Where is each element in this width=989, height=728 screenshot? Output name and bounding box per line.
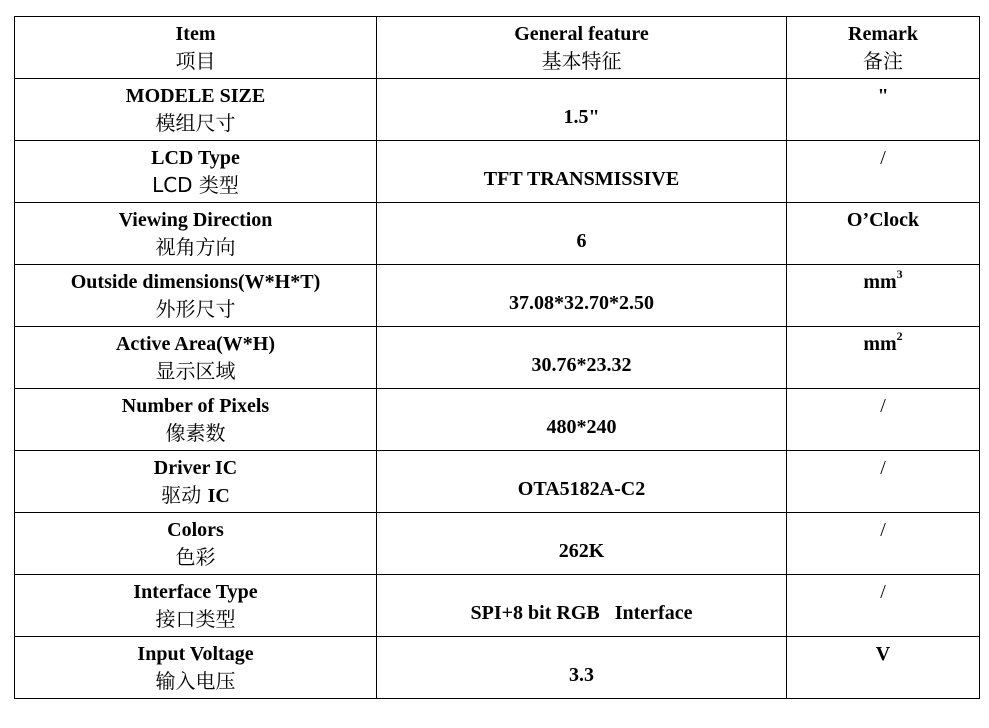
- remark-value: [787, 331, 979, 357]
- item-en: Active Area(W*H): [115, 333, 276, 355]
- item-cell: [15, 513, 377, 575]
- remark-superscript: 3: [896, 267, 903, 282]
- item-cn: LCD 类型: [152, 173, 239, 197]
- table-header-row: [15, 17, 980, 79]
- remark-cell: [787, 203, 980, 265]
- item-en: Input Voltage: [137, 643, 254, 665]
- header-item-cn: 项目: [175, 49, 216, 73]
- header-remark-cell: [787, 17, 980, 79]
- remark-cell: [787, 637, 980, 699]
- item-cn: 接口类型: [155, 607, 236, 631]
- item-en: Number of Pixels: [121, 395, 270, 417]
- table-row: [15, 265, 980, 327]
- remark-cell: [787, 575, 980, 637]
- remark-cell: [787, 265, 980, 327]
- feature-value: 1.5": [563, 106, 600, 128]
- item-cn: 模组尺寸: [155, 111, 236, 135]
- item-cn-text: 驱动: [161, 483, 202, 507]
- feature-cell: [377, 327, 787, 389]
- feature-cell: [377, 451, 787, 513]
- table-row: [15, 451, 980, 513]
- remark-value: /: [880, 147, 886, 169]
- item-en: Colors: [167, 519, 224, 541]
- item-cn: [15, 481, 376, 510]
- feature-value: 37.08*32.70*2.50: [509, 292, 654, 314]
- remark-value: [787, 269, 979, 295]
- feature-value: SPI+8 bit RGB Interface: [470, 602, 693, 624]
- item-cn: 输入电压: [155, 669, 236, 693]
- remark-value: /: [880, 581, 886, 603]
- feature-cell: [377, 637, 787, 699]
- feature-value: TFT TRANSMISSIVE: [483, 168, 680, 190]
- feature-value: OTA5182A-C2: [517, 478, 646, 500]
- item-cell: [15, 389, 377, 451]
- remark-value: /: [880, 457, 886, 479]
- header-remark-cn: 备注: [863, 49, 903, 73]
- feature-cell: [377, 575, 787, 637]
- table-row: [15, 637, 980, 699]
- item-cell: [15, 451, 377, 513]
- feature-cell: [377, 141, 787, 203]
- item-cell: [15, 327, 377, 389]
- item-cn: 视角方向: [155, 235, 236, 259]
- remark-value: /: [880, 395, 886, 417]
- item-cn: 像素数: [165, 421, 226, 445]
- feature-cell: [377, 79, 787, 141]
- remark-value: /: [880, 519, 886, 541]
- item-cn-suffix: IC: [207, 485, 230, 507]
- table-row: [15, 327, 980, 389]
- item-cell: [15, 265, 377, 327]
- item-cn: 外形尺寸: [155, 297, 236, 321]
- feature-cell: [377, 389, 787, 451]
- feature-value: 480*240: [546, 416, 617, 438]
- feature-cell: [377, 265, 787, 327]
- item-en: LCD Type: [151, 147, 240, 169]
- header-item-cell: [15, 17, 377, 79]
- item-cell: [15, 575, 377, 637]
- item-cn: 显示区域: [155, 359, 236, 383]
- remark-cell: [787, 141, 980, 203]
- item-cell: [15, 79, 377, 141]
- remark-value: V: [875, 643, 891, 665]
- remark-cell: [787, 513, 980, 575]
- spec-table: [14, 16, 980, 699]
- table-row: [15, 575, 980, 637]
- remark-cell: [787, 327, 980, 389]
- feature-value: 30.76*23.32: [531, 354, 632, 376]
- table-row: [15, 141, 980, 203]
- item-cell: [15, 141, 377, 203]
- table-row: [15, 389, 980, 451]
- item-en: Viewing Direction: [118, 209, 273, 231]
- header-feature-cell: [377, 17, 787, 79]
- item-cell: [15, 203, 377, 265]
- feature-cell: [377, 513, 787, 575]
- item-en: MODELE SIZE: [125, 85, 266, 107]
- item-en: Outside dimensions(W*H*T): [70, 271, 321, 293]
- remark-superscript: 2: [896, 329, 903, 344]
- feature-value: 262K: [558, 540, 605, 562]
- item-en: Driver IC: [153, 457, 238, 479]
- item-en: Interface Type: [133, 581, 258, 603]
- remark-cell: [787, 451, 980, 513]
- remark-value: O’Clock: [846, 209, 920, 231]
- remark-cell: [787, 389, 980, 451]
- header-feature-en: General feature: [514, 23, 649, 45]
- table-row: [15, 79, 980, 141]
- remark-unit: mm: [863, 271, 897, 293]
- item-cn: 色彩: [175, 545, 216, 569]
- feature-value: 3.3: [569, 664, 594, 686]
- remark-cell: [787, 79, 980, 141]
- item-cell: [15, 637, 377, 699]
- header-item-en: Item: [175, 23, 216, 45]
- feature-cell: [377, 203, 787, 265]
- remark-value: ": [877, 85, 889, 107]
- remark-unit: mm: [863, 333, 897, 355]
- table-row: [15, 203, 980, 265]
- table-row: [15, 513, 980, 575]
- header-feature-cn: 基本特征: [541, 49, 622, 73]
- feature-value: 6: [576, 230, 587, 252]
- header-remark-en: Remark: [848, 23, 918, 45]
